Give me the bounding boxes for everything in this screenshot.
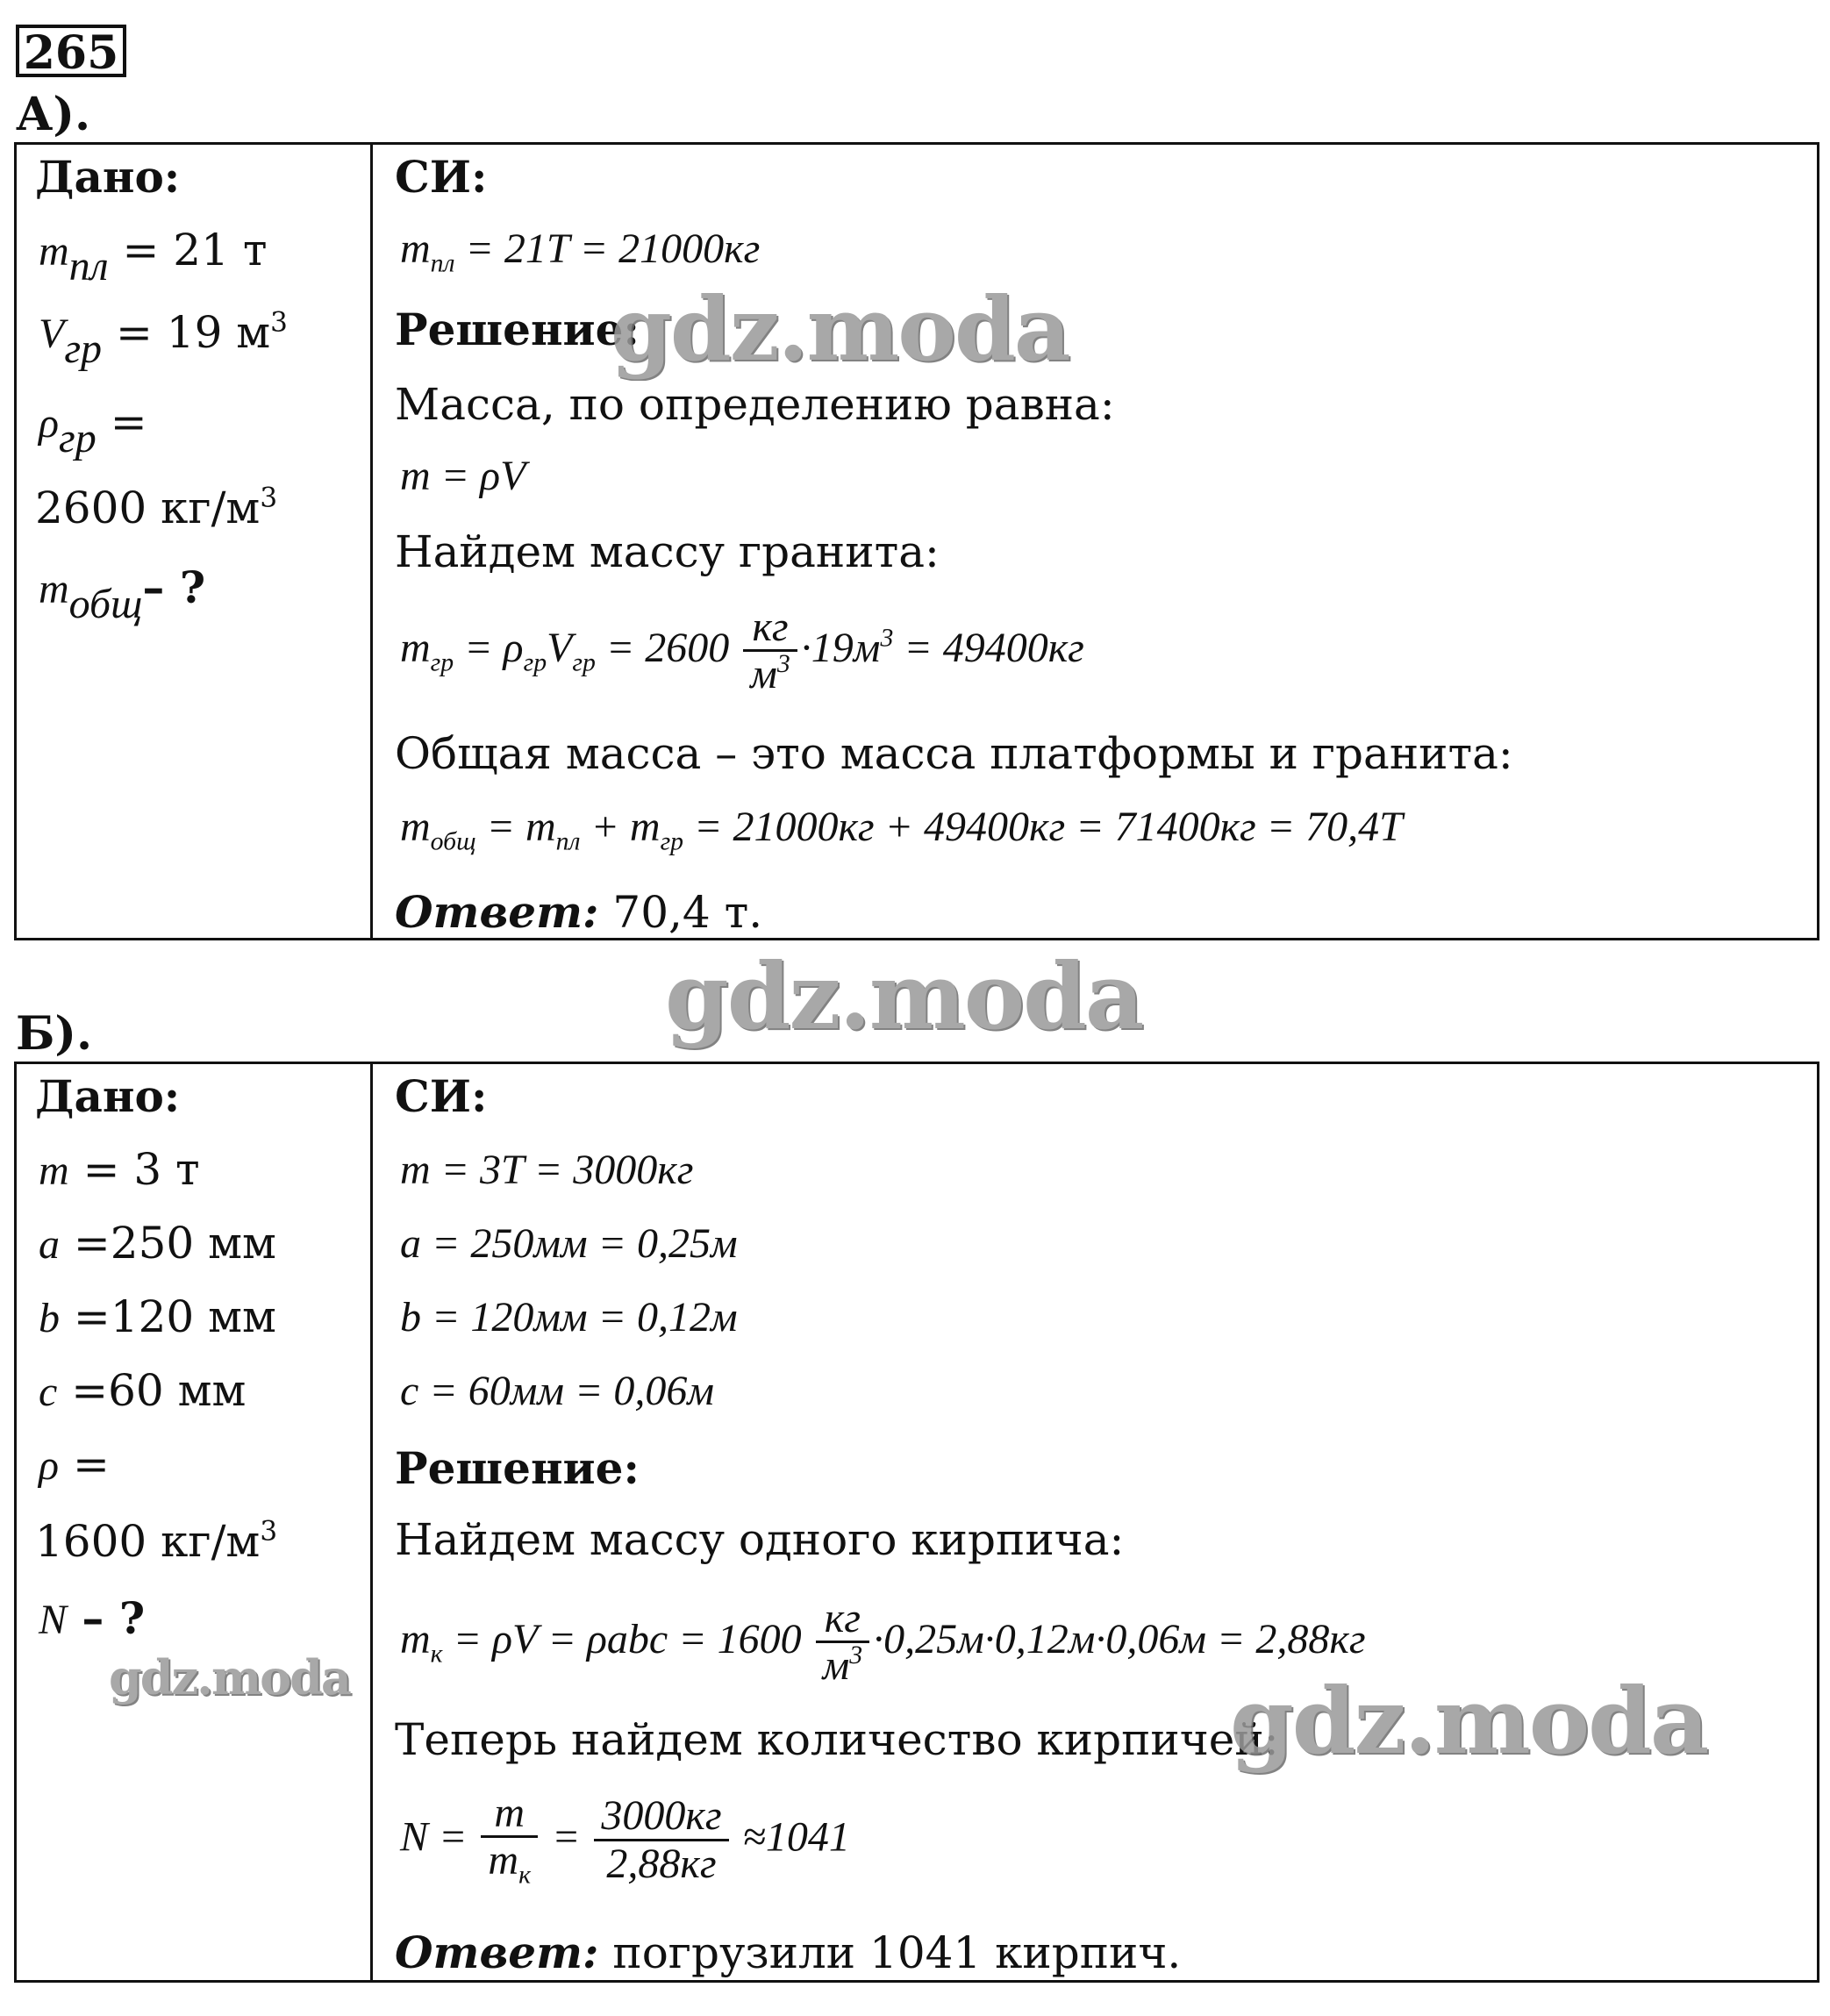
part-b-label: Б).	[16, 1007, 93, 1061]
part-b-given-density: ρ =	[39, 1439, 110, 1490]
part-b-si-header: СИ:	[395, 1070, 488, 1122]
part-b-formula-2: N = $\frac{m}{m_к}$ = $\frac{3000кг}{2,88кг}$ ≈1041	[400, 1790, 850, 1890]
part-b-text-1: Найдем массу одного кирпича:	[395, 1514, 1125, 1565]
watermark-1: gdz.moda	[611, 277, 1069, 381]
part-a-text-1: Масса, по определению равна:	[395, 379, 1115, 430]
part-a-given-density: $\rho_{гр}$ =	[39, 397, 147, 461]
part-a-si-header: СИ:	[395, 151, 488, 203]
problem-number: 265	[16, 25, 126, 77]
part-b-si-line-3: b = 120мм = 0,12м	[400, 1294, 738, 1340]
part-a-formula-1: m = ρV	[400, 453, 526, 499]
part-b-given-density-value: 1600 $кг/м^3$	[35, 1515, 278, 1567]
part-b-given-b: b =120 мм	[39, 1291, 276, 1342]
part-b-fraction-kg-m3: $\frac{кг}{м^3}$	[816, 1597, 870, 1690]
part-b-divider	[370, 1062, 373, 1983]
part-a-given-header: Дано:	[35, 151, 181, 203]
part-a-formula-3: $m_{общ} = m_{пл} + m_{гр} = 21000кг + 49400кг = 71400кг = 70,4Т$	[400, 804, 1403, 856]
part-b-given-mass: m = 3 т	[39, 1144, 200, 1195]
part-a-formula-2: $m_{гр} = \rho_{гр}V_{гр} = 2600$ $\frac{кг}{м^3}$ $\cdot 19м^3 = 49400кг$	[400, 604, 1084, 698]
part-b-si-line-1: m = 3T = 3000кг	[400, 1147, 694, 1193]
watermark-4: gdz.moda	[1230, 1667, 1708, 1775]
part-a-divider	[370, 142, 373, 940]
part-b-answer: Ответ: погрузили 1041 кирпич.	[395, 1927, 1182, 1978]
part-a-label: А).	[16, 88, 91, 141]
part-b-fraction-m-mk: $\frac{m}{m_к}$	[481, 1791, 538, 1891]
watermark-3: gdz.moda	[109, 1649, 350, 1705]
watermark-2: gdz.moda	[665, 942, 1143, 1050]
part-b-given-unknown: N – ?	[39, 1592, 146, 1644]
part-a-given-mass: $m_{пл} = 21$ т	[39, 225, 268, 290]
part-b-text-2: Теперь найдем количество кирпичей:	[395, 1714, 1279, 1765]
part-b-given-header: Дано:	[35, 1070, 181, 1122]
part-a-fraction-kg-m3: $\frac{кг}{м^3}$	[743, 605, 797, 698]
part-a-given-density-value: 2600 $кг/м^3$	[35, 482, 278, 533]
part-a-answer: Ответ: 70,4 т.	[395, 886, 763, 938]
part-a-given-unknown: $m_{общ}-$ ?	[39, 561, 206, 627]
part-b-formula-1: $m_к = \rho V = \rho abc = 1600$ $\frac{кг}{м^3}$ ·0,25м·0,12м·0,06м = 2,88кг	[400, 1595, 1366, 1690]
part-b-si-line-4: c = 60мм = 0,06м	[400, 1368, 714, 1414]
part-b-given-c: c =60 мм	[39, 1365, 247, 1416]
part-b-given-a: a =250 мм	[39, 1218, 276, 1269]
part-a-text-3: Общая масса – это масса платформы и гранита:	[395, 728, 1513, 779]
part-a-si-line: $m_{пл} = 21T = 21000кг$	[400, 225, 761, 278]
part-b-si-line-2: a = 250мм = 0,25м	[400, 1220, 738, 1267]
part-a-solution-header: Решение:	[395, 304, 640, 355]
part-b-fraction-result: $\frac{3000кг}{2,88кг}$	[594, 1794, 728, 1887]
part-b-solution-header: Решение:	[395, 1442, 640, 1494]
part-a-given-volume: $V_{гр} = 19$ $м^3$	[39, 306, 288, 372]
part-a-text-2: Найдем массу гранита:	[395, 526, 940, 577]
